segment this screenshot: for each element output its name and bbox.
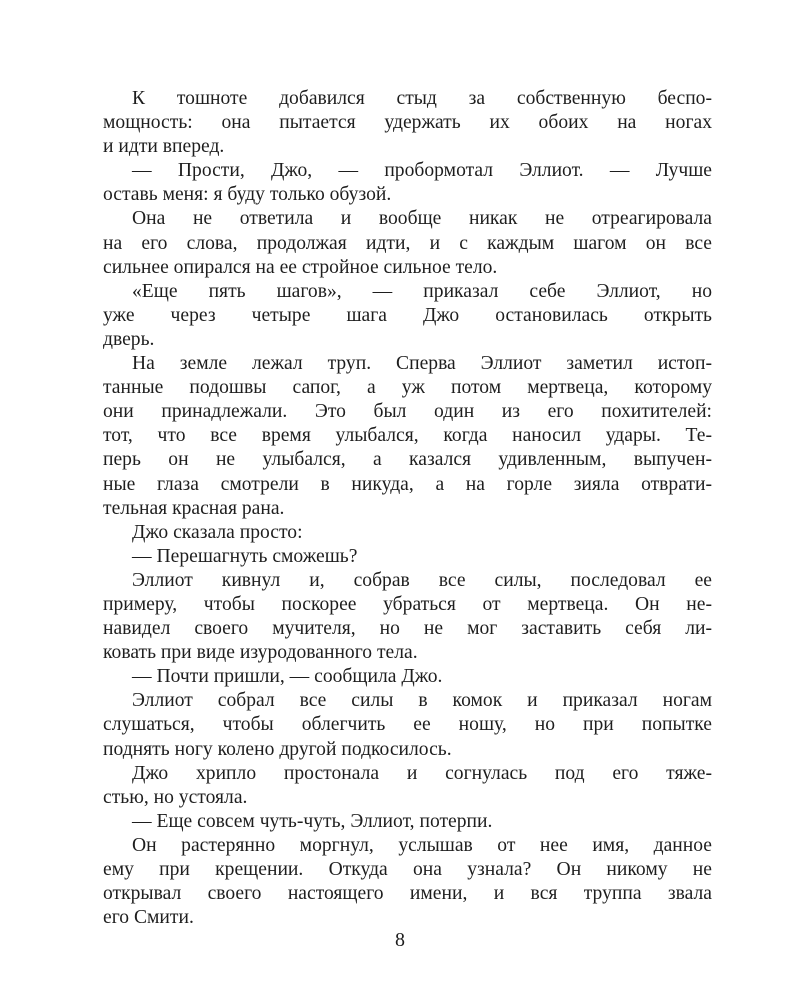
text-line: — Прости, Джо, — пробормотал Эллиот. — Лучше	[132, 160, 712, 182]
text-line: перь он не улыбался, а казался удивленным, выпучен-	[103, 449, 712, 471]
paragraph	[103, 159, 712, 207]
paragraph	[103, 834, 712, 930]
text-line: К тошноте добавился стыд за собственную беспо-	[132, 88, 712, 109]
text-line: его Смити.	[103, 907, 194, 929]
text-line: ные глаза смотрели в никуда, а на горле зияла отврати-	[103, 473, 712, 495]
text-line: на его слова, продолжая идти, и с каждым шагом он все	[103, 232, 712, 254]
text-line: — Перешагнуть сможешь?	[132, 545, 358, 567]
paragraph	[103, 521, 712, 545]
paragraph	[103, 665, 712, 689]
text-line: танные подошвы сапог, а уж потом мертвеца, которому	[103, 377, 712, 399]
paragraph	[103, 352, 712, 521]
text-line: поднять ногу колено другой подкосилось.	[103, 738, 452, 760]
text-line: Джо хрипло простонала и согнулась под его тяже-	[132, 762, 712, 784]
page-number: 8	[395, 929, 405, 951]
text-line: ковать при виде изуродованного тела.	[103, 642, 418, 664]
text-line: стью, но устояла.	[103, 786, 248, 808]
text-line: и идти вперед.	[103, 136, 225, 158]
text-line: На земле лежал труп. Сперва Эллиот заметил истоп-	[132, 353, 712, 375]
paragraph	[103, 810, 712, 834]
text-line: Он растерянно моргнул, услышав от нее имя, данное	[132, 834, 712, 856]
text-line: тот, что все время улыбался, когда наносил удары. Те-	[103, 425, 712, 447]
text-line: дверь.	[103, 328, 155, 350]
text-line: слушаться, чтобы облегчить ее ношу, но при попытке	[103, 714, 712, 736]
text-line: Эллиот собрал все силы в комок и приказал ногам	[132, 690, 712, 712]
text-line: Джо сказала просто:	[132, 521, 303, 543]
paragraph	[103, 280, 712, 352]
paragraph	[103, 545, 712, 569]
text-line: оставь меня: я буду только обузой.	[103, 184, 392, 206]
text-line: — Еще совсем чуть-чуть, Эллиот, потерпи.	[132, 810, 493, 832]
paragraph	[103, 569, 712, 665]
text-line: примеру, чтобы поскорее убраться от мертвеца. Он не-	[103, 593, 712, 615]
paragraph	[103, 87, 712, 159]
text-line: навидел своего мучителя, но не мог заставить себя ли-	[103, 618, 712, 640]
text-line: они принадлежали. Это был один из его похитителей:	[103, 401, 712, 423]
text-line: Она не ответила и вообще никак не отреагировала	[132, 208, 712, 230]
text-line: уже через четыре шага Джо остановилась открыть	[103, 304, 712, 326]
text-line: «Еще пять шагов», — приказал себе Эллиот, но	[132, 280, 712, 302]
text-line: тельная красная рана.	[103, 497, 285, 519]
paragraph	[103, 689, 712, 761]
text-line: ему при крещении. Откуда она узнала? Он никому не	[103, 859, 712, 880]
text-line: мощность: она пытается удержать их обоих на ногах	[103, 112, 712, 134]
text-line: Эллиот кивнул и, собрав все силы, последовал ее	[132, 569, 712, 591]
paragraph	[103, 207, 712, 279]
page-body	[103, 87, 712, 930]
text-line: открывал своего настоящего имени, и вся труппа звала	[103, 883, 712, 905]
paragraph	[103, 762, 712, 810]
text-line: сильнее опирался на ее стройное сильное тело.	[103, 256, 498, 278]
text-line: — Почти пришли, — сообщила Джо.	[132, 666, 443, 688]
